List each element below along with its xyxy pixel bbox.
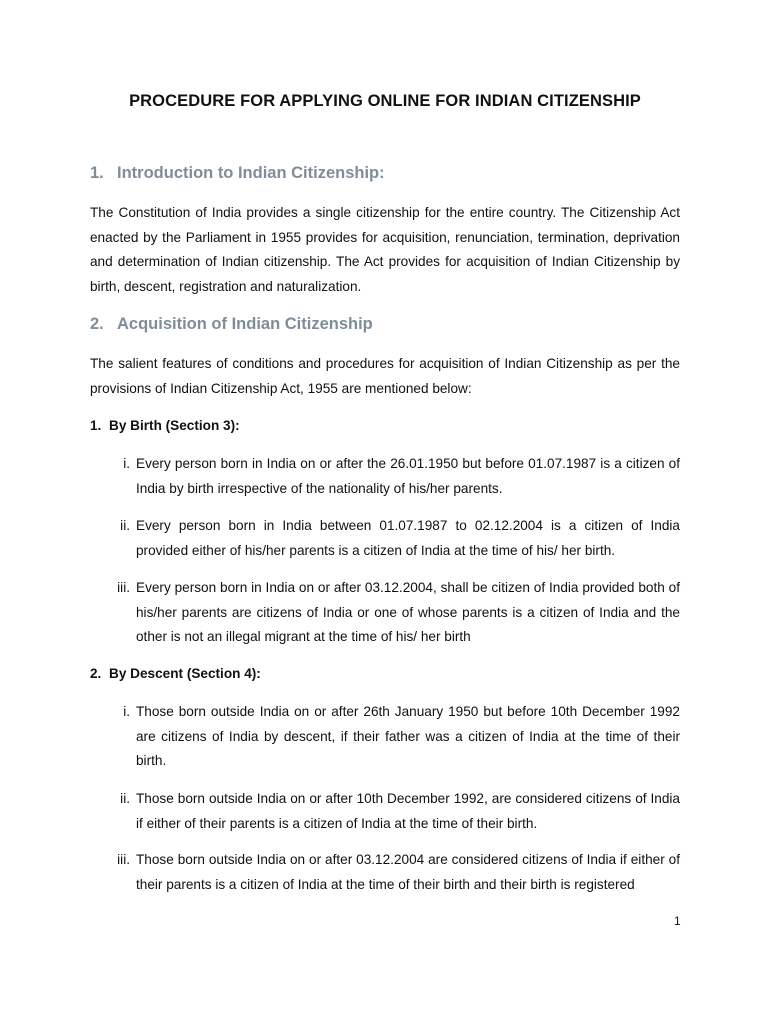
acquisition-paragraph: The salient features of conditions and procedures for acquisition of Indian Citizenship as per the provisions of Indian Citizenship Act, 1955 are mentioned below:	[90, 356, 680, 396]
list-item	[117, 576, 680, 650]
subsection-heading-text: By Birth (Section 3):	[109, 418, 240, 433]
list-item-numeral: iii.	[117, 580, 130, 595]
page-number: 1	[674, 914, 681, 928]
list-item-text: Every person born in India on or after the 26.01.1950 but before 01.07.1987 is a citizen of India by birth irrespective of the nationality of his/her parents.	[136, 456, 680, 496]
list-item	[120, 514, 680, 563]
introduction-paragraph: The Constitution of India provides a single citizenship for the entire country. The Citizenship Act enacted by the Parliament in 1955 provides for acquisition, renunciation, termination, deprivation and determination of Indian citizenship. The Act provides for acquisition of Indian Citizenship by birth, descent, registration and naturalization.	[90, 205, 680, 294]
subsection-heading-by-birth	[90, 418, 240, 433]
section-number: 2.	[90, 315, 104, 333]
list-item-text: Those born outside India on or after 03.12.2004 are considered citizens of India if either of their parents is a citizen of India at the time of their birth and their birth is registered	[136, 852, 680, 892]
subsection-number: 2.	[90, 666, 102, 681]
list-item	[123, 700, 680, 774]
subsection-heading-text: By Descent (Section 4):	[109, 666, 261, 681]
list-item-numeral: ii.	[120, 791, 130, 806]
list-item	[123, 452, 680, 501]
list-item	[120, 787, 680, 836]
section-heading-text: Acquisition of Indian Citizenship	[117, 315, 373, 333]
list-item-numeral: ii.	[120, 518, 130, 533]
list-item-numeral: iii.	[117, 852, 130, 867]
section-number: 1.	[90, 164, 104, 182]
subsection-heading-by-descent	[90, 666, 261, 681]
section-heading-text: Introduction to Indian Citizenship:	[117, 164, 385, 182]
subsection-number: 1.	[90, 418, 102, 433]
section-heading-introduction	[90, 164, 385, 183]
list-item-text: Those born outside India on or after 26th January 1950 but before 10th December 1992 are citizens of India by descent, if their father was a citizen of India at the time of their birth.	[136, 704, 680, 769]
list-item-numeral: i.	[123, 456, 130, 471]
list-item-numeral: i.	[123, 704, 130, 719]
list-item-text: Every person born in India between 01.07.1987 to 02.12.2004 is a citizen of India provided either of his/her parents is a citizen of India at the time of his/ her birth.	[136, 518, 680, 558]
document-title: PROCEDURE FOR APPLYING ONLINE FOR INDIAN CITIZENSHIP	[129, 92, 641, 110]
list-item-text: Those born outside India on or after 10th December 1992, are considered citizens of India if either of their parents is a citizen of India at the time of their birth.	[136, 791, 680, 831]
section-heading-acquisition	[90, 315, 373, 334]
list-item	[117, 848, 680, 897]
list-item-text: Every person born in India on or after 03.12.2004, shall be citizen of India provided both of his/her parents are citizens of India or one of whose parents is a citizen of India and the other is not an illegal migrant at the time of his/ her birth	[136, 580, 680, 645]
